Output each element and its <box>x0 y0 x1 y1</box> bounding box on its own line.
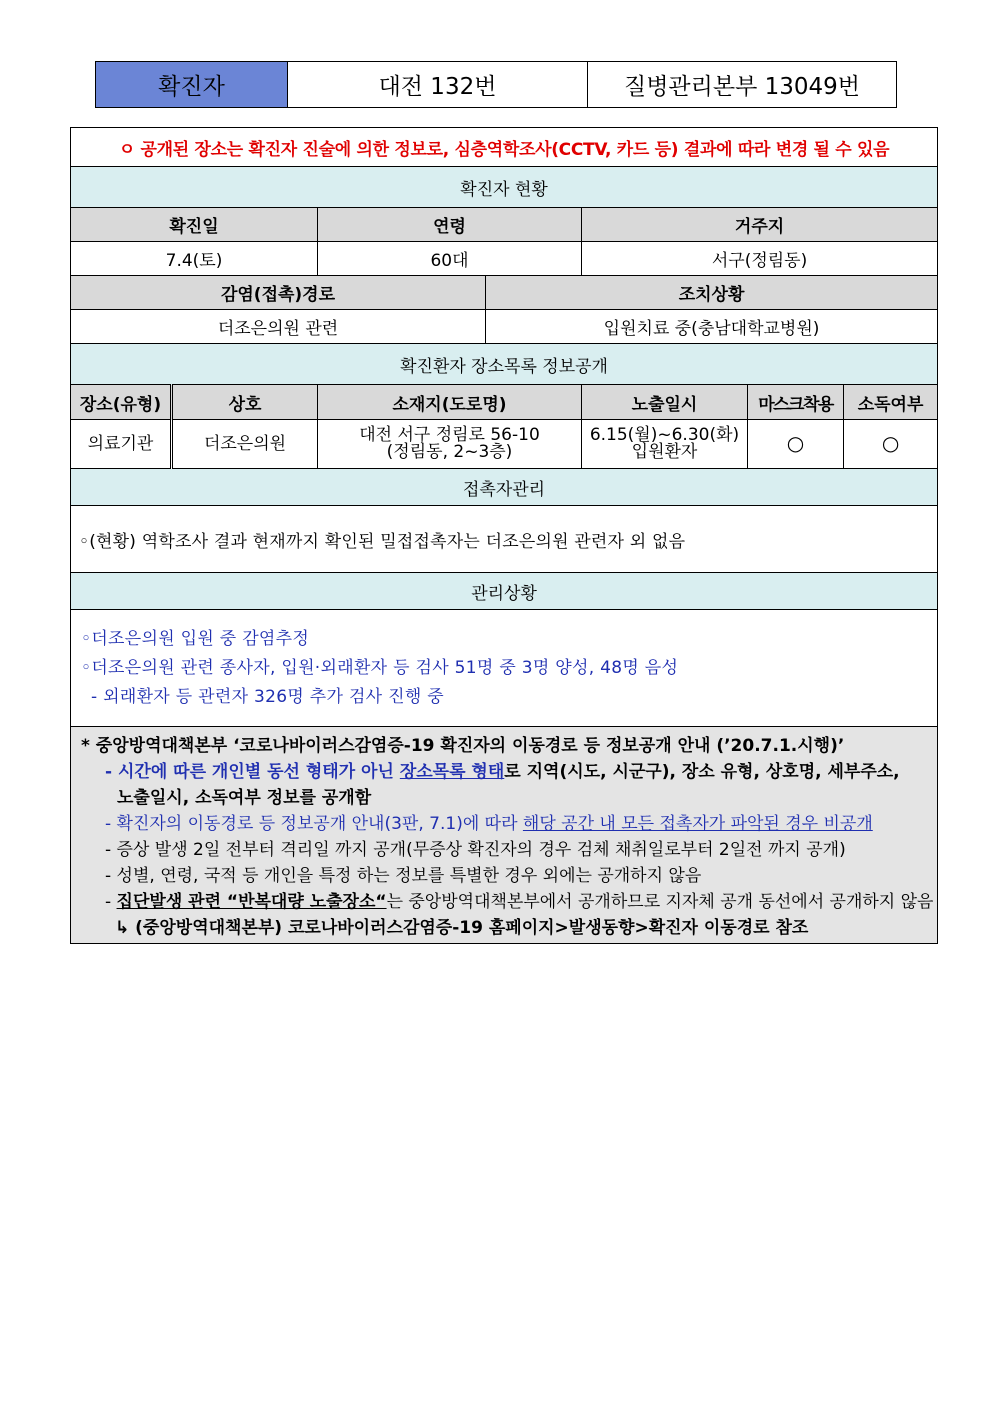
disinfect-circle: ○ <box>881 430 900 455</box>
kdca-case-number: 질병관리본부 13049번 <box>588 62 897 108</box>
footer-line-2c: 로 지역(시도, 시군구), 장소 유형, 상호명, 세부주소, <box>504 762 900 782</box>
place-exposure-line1: 6.15(월)~6.30(화) <box>589 425 740 445</box>
footer-line-4a: - 확진자의 이동경로 등 정보공개 안내(3판, 7.1)에 따라 <box>105 814 523 834</box>
place-disinfect-header: 소독여부 <box>844 385 938 420</box>
contacts-section-title: 접촉자관리 <box>71 469 938 506</box>
place-exposure-time <box>582 420 748 469</box>
footer-line-1: * 중앙방역대책본부 ‘코로나바이러스감염증-19 확진자의 이동경로 등 정보공개 안내 (’20.7.1.시행)’ <box>81 736 845 756</box>
local-case-number: 대전 132번 <box>288 62 588 108</box>
action-status-header: 조치상황 <box>486 276 938 310</box>
case-info-table <box>70 127 938 944</box>
place-address-line2: (정림동, 2~3층) <box>386 442 513 462</box>
status-section-title: 확진자 현황 <box>71 167 938 208</box>
age-header: 연령 <box>318 208 582 242</box>
footer-line-4b: 해당 공간 내 모든 접촉자가 파악된 경우 비공개 <box>522 814 873 834</box>
place-disinfect-value <box>844 420 938 469</box>
place-exposure-header: 노출일시 <box>582 385 748 420</box>
management-content <box>71 610 938 727</box>
management-section-title: 관리상황 <box>71 573 938 610</box>
footer-line-4 <box>81 811 929 837</box>
footer-line-7 <box>81 889 934 915</box>
mask-circle: ○ <box>786 430 805 455</box>
management-line-2: ◦더조은의원 관련 종사자, 입원·외래환자 등 검사 51명 중 3명 양성, 48명 음성 <box>81 657 679 678</box>
action-status-value: 입원치료 중(충남대학교병원) <box>486 310 938 344</box>
place-name-header: 상호 <box>172 385 318 420</box>
footer-line-8: ↳ (중앙방역대책본부) 코로나바이러스감염증-19 홈페이지>발생동향>확진자 이동경로 참조 <box>115 918 809 938</box>
footer-guidance <box>71 727 938 944</box>
confirm-date-value: 7.4(토) <box>71 242 318 276</box>
management-line-1: ◦더조은의원 입원 중 감염추정 <box>81 628 310 649</box>
case-label: 확진자 <box>96 62 288 108</box>
contacts-text: ◦(현황) 역학조사 결과 현재까지 확인된 밀접접촉자는 더조은의원 관련자 외 없음 <box>71 506 938 573</box>
place-address-line1: 대전 서구 정림로 56-10 <box>359 425 540 445</box>
place-address-header: 소재지(도로명) <box>318 385 582 420</box>
footer-line-2a: - 시간에 따른 개인별 동선 형태가 아닌 <box>105 762 400 782</box>
management-line-3: - 외래환자 등 관련자 326명 추가 검사 진행 중 <box>91 686 444 707</box>
footer-line-7a: - <box>105 892 117 912</box>
age-value: 60대 <box>318 242 582 276</box>
footer-line-5: - 증상 발생 2일 전부터 격리일 까지 공개(무증상 확진자의 경우 검체 채취일로부터 2일전 까지 공개) <box>105 840 846 860</box>
place-exposure-line2: 입원환자 <box>631 442 698 462</box>
place-mask-value <box>748 420 844 469</box>
residence-value: 서구(정림동) <box>582 242 938 276</box>
footer-line-3: 노출일시, 소독여부 정보를 공개함 <box>117 788 372 808</box>
residence-header: 거주지 <box>582 208 938 242</box>
place-mask-header: 마스크착용 <box>748 385 844 420</box>
footer-line-6: - 성별, 연령, 국적 등 개인을 특정 하는 정보를 특별한 경우 외에는 공개하지 않음 <box>105 866 702 886</box>
footer-line-7b: 집단발생 관련 “반복대량 노출장소“ <box>116 892 387 912</box>
confirm-date-header: 확진일 <box>71 208 318 242</box>
place-address <box>318 420 582 469</box>
place-name: 더조은의원 <box>172 420 318 469</box>
places-section-title: 확진환자 장소목록 정보공개 <box>71 344 938 385</box>
place-type-header: 장소(유형) <box>71 385 172 420</box>
infection-route-value: 더조은의원 관련 <box>71 310 486 344</box>
notice-text: ㅇ 공개된 장소는 확진자 진술에 의한 정보로, 심층역학조사(CCTV, 카드 등) 결과에 따라 변경 될 수 있음 <box>71 128 938 167</box>
footer-line-2b: 장소목록 형태 <box>399 762 505 782</box>
footer-line-7c: 는 중앙방역대책본부에서 공개하므로 지자체 공개 동선에서 공개하지 않음 <box>386 892 934 912</box>
place-row <box>71 420 938 469</box>
infection-route-header: 감염(접촉)경로 <box>71 276 486 310</box>
place-type: 의료기관 <box>71 420 172 469</box>
case-header-table <box>95 61 897 108</box>
footer-line-2 <box>81 759 929 785</box>
